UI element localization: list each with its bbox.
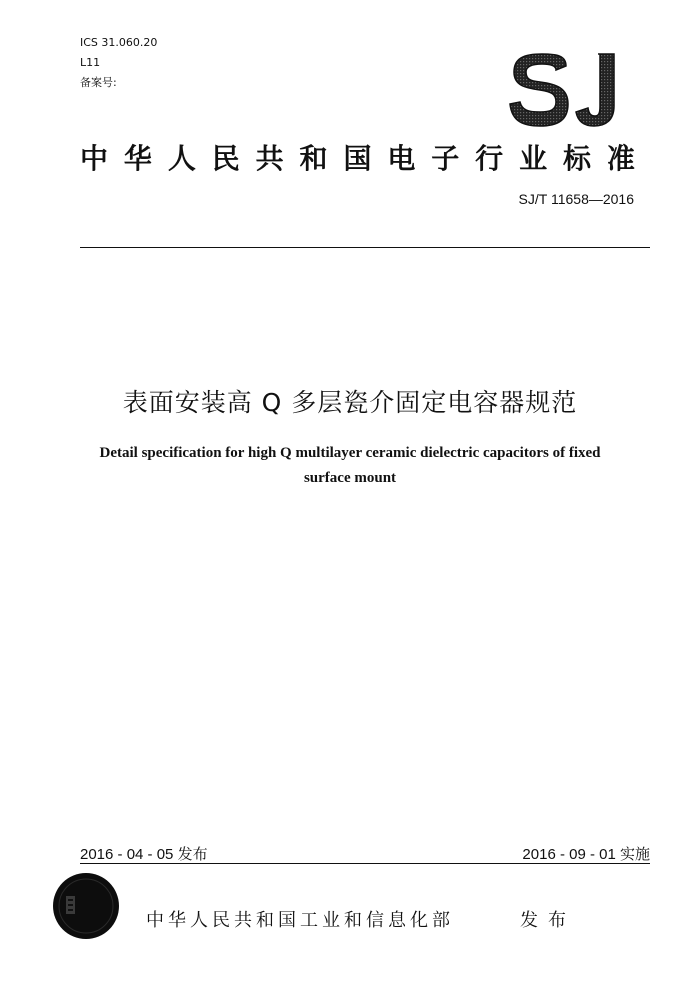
heading-char: 电 [387, 142, 416, 175]
classification-code: L11 [80, 56, 101, 69]
standard-number: SJ/T 11658—2016 [518, 191, 634, 207]
heading-char: 人 [167, 142, 196, 175]
title-english [60, 441, 640, 491]
header-divider [80, 247, 650, 248]
implementation-date: 2016 - 09 - 01 实施 [522, 846, 650, 863]
heading-char: 国 [343, 142, 372, 175]
title-chinese: 表面安装高 Q 多层瓷介固定电容器规范 [122, 388, 578, 417]
industry-standard-heading [80, 137, 635, 177]
heading-char: 民 [211, 142, 240, 175]
title-english-line-1: Detail specification for high Q multilayer ceramic dielectric capacitors of fixed [99, 445, 601, 461]
heading-char: 业 [519, 142, 548, 175]
heading-char: 标 [562, 142, 591, 175]
footer-divider [80, 863, 650, 864]
heading-char: 共 [255, 142, 284, 175]
record-number-label: 备案号: [80, 76, 117, 89]
sj-standard-logo-icon [508, 52, 620, 128]
official-seal-icon [52, 872, 120, 940]
ics-code: ICS 31.060.20 [80, 36, 158, 49]
heading-char: 行 [475, 142, 504, 175]
issue-label: 发布 [520, 910, 576, 931]
issue-date: 2016 - 04 - 05 发布 [80, 846, 208, 863]
heading-char: 子 [431, 142, 460, 175]
heading-char: 中 [80, 142, 109, 175]
issuing-authority: 中华人民共和国工业和信息化部 [146, 910, 454, 931]
heading-char: 准 [606, 142, 635, 175]
heading-char: 华 [123, 142, 152, 175]
heading-char: 和 [299, 142, 328, 175]
title-english-line-2: surface mount [303, 470, 397, 486]
